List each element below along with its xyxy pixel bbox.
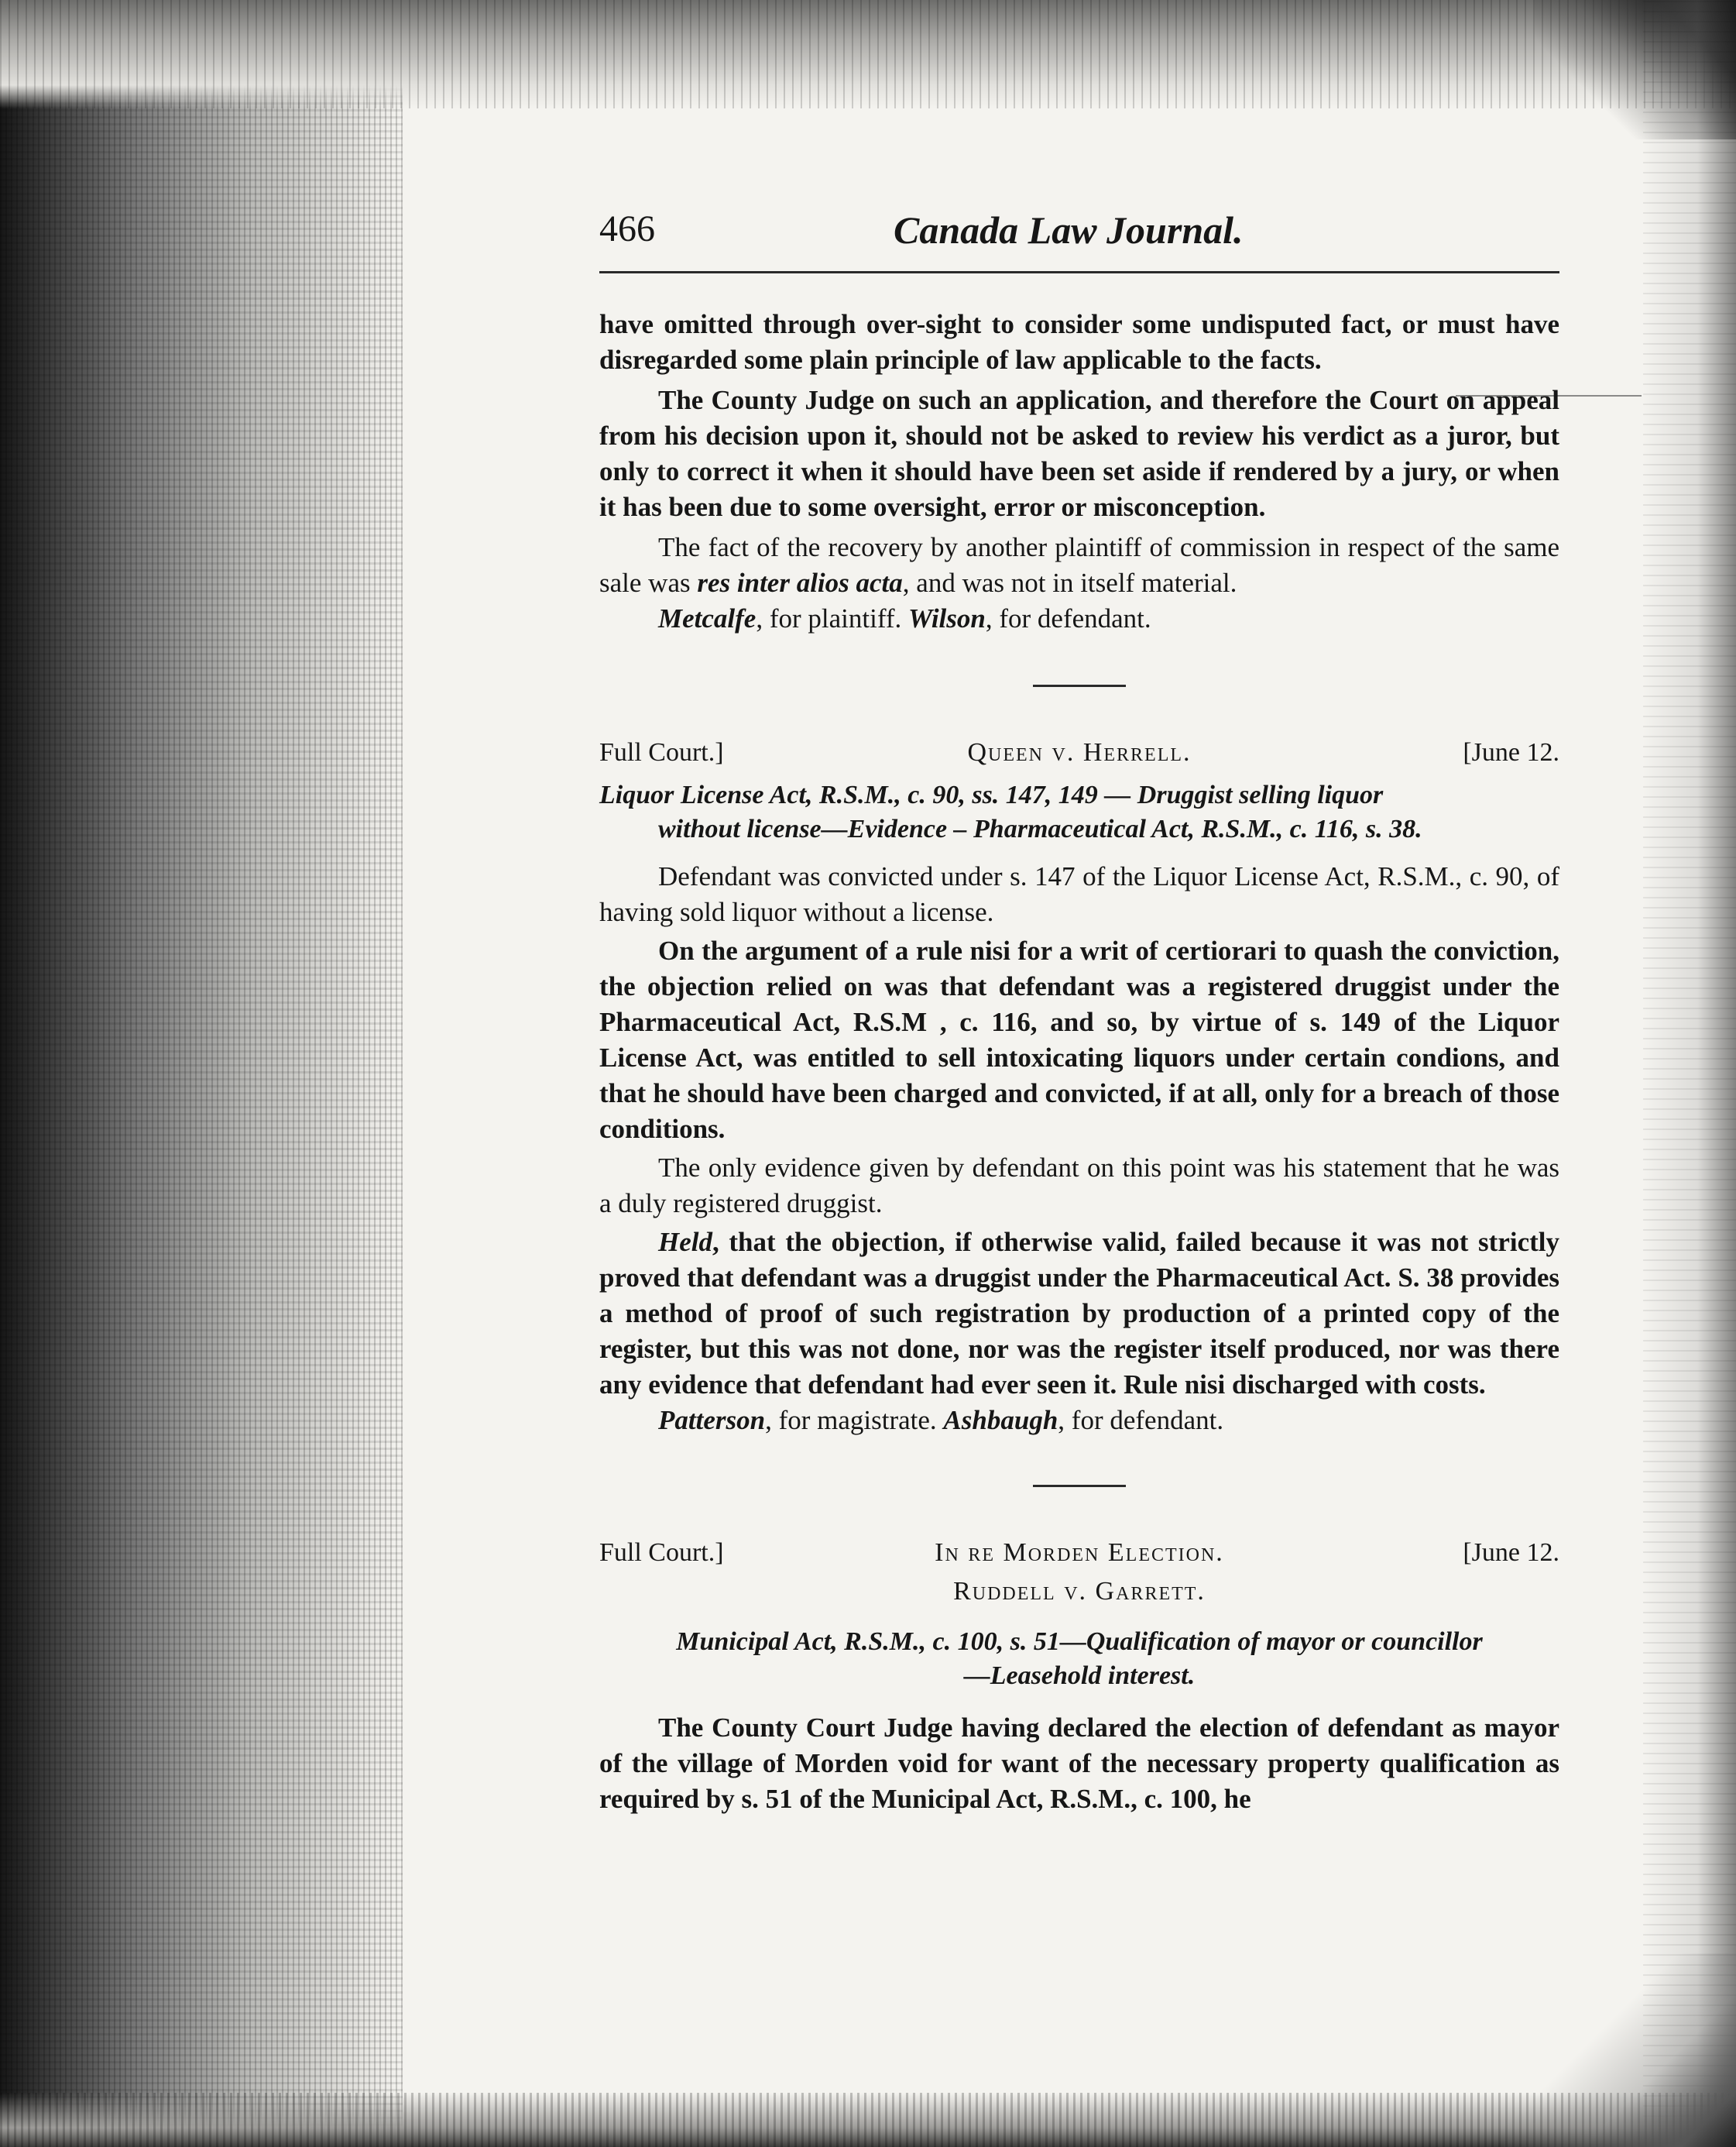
held-label: Held [658,1227,712,1257]
case-date: [June 12. [1463,1538,1559,1567]
court-label: Full Court.] [599,738,724,767]
paragraph: The fact of the recovery by another plaintiff of commission in respect of the same sale was res inter alios acta, and was not in itself material. [599,532,1559,598]
journal-page [599,203,1559,1817]
case-subtitle: Ruddell v. Garrett. [953,1577,1206,1606]
counsel-name: Wilson [908,603,986,634]
paragraph: have omitted through over-sight to consider some undisputed fact, or must have disregarded some plain principle of law applicable to the facts. [599,309,1559,375]
header-rule [599,271,1559,273]
scan-noise-bottom-edge [0,2093,1736,2147]
case-name: Queen v. Herrell. [967,738,1192,767]
continued-case-section [599,307,1559,637]
case-morden-election [599,1535,1559,1817]
case-heading [599,735,1559,771]
page-header [599,203,1559,265]
paragraph: The County Judge on such an application, and therefore the Court on appeal from his decision upon it, should not be asked to review his verdict as a juror, but only to correct it when it should have been set aside if rendered by a jury, or when it has been due to some oversight, error or misconception. [599,385,1559,522]
scan-noise-right-edge [1643,0,1736,2147]
page-number: 466 [599,208,655,249]
counsel-line: Patterson, for magistrate. Ashbaugh, for defendant. [658,1405,1224,1435]
paragraph: On the argument of a rule nisi for a writ of certiorari to quash the conviction, the objection relied on was that defendant was a registered druggist under the Pharmaceutical Act, R.S.M , c. 116, and so, by virtue of s. 149 of the Liquor License Act, was entitled to sell intoxicating liquors under certain condions, and that he should have been charged and convicted, if at all, only for a breach of those conditions. [599,936,1559,1144]
counsel-name: Patterson [658,1405,766,1435]
case-queen-v-herrell [599,735,1559,1438]
paragraph: The County Court Judge having declared the election of defendant as mayor of the village of Morden void for want of the necessary property qualification as required by s. 51 of the Municipal Act, R.S.M., c. 100, he [599,1712,1559,1814]
case-heading [599,1535,1559,1571]
scan-shadow-bottom-right [1504,1953,1736,2147]
scan-noise-top-edge [0,0,1736,108]
case-date: [June 12. [1463,738,1559,767]
counsel-line: Metcalfe, for plaintiff. Wilson, for defendant. [658,603,1151,634]
paragraph: The only evidence given by defendant on this point was his statement that he was a duly registered druggist. [599,1153,1559,1218]
case-name: In re Morden Election. [935,1538,1224,1567]
counsel-name: Ashbaugh [943,1405,1058,1435]
latin-phrase: res inter alios acta [697,568,903,598]
counsel-name: Metcalfe [658,603,756,634]
running-title: Canada Law Journal. [894,208,1244,252]
paragraph: Defendant was convicted under s. 147 of the Liquor License Act, R.S.M., c. 90, of having sold liquor without a license. [599,861,1559,927]
headnote: Liquor License Act, R.S.M., c. 90, ss. 147, 149 — Druggist selling liquor without license—Evidence – Pharmaceutical Act, R.S.M., c. 116, s. 38. [599,781,1422,843]
scan-noise-left-margin [0,0,403,2147]
court-label: Full Court.] [599,1538,724,1567]
paragraph: Held, that the objection, if otherwise valid, failed because it was not strictly proved that defendant was a druggist under the Pharmaceutical Act. S. 38 provides a method of proof of such registration by production of a printed copy of the register, but this was not done, nor was the register itself produced, nor was there any evidence that defendant had ever seen it. Rule nisi discharged with costs. [599,1227,1559,1400]
headnote: Municipal Act, R.S.M., c. 100, s. 51—Qualification of mayor or councillor —Leasehold interest. [676,1627,1483,1690]
